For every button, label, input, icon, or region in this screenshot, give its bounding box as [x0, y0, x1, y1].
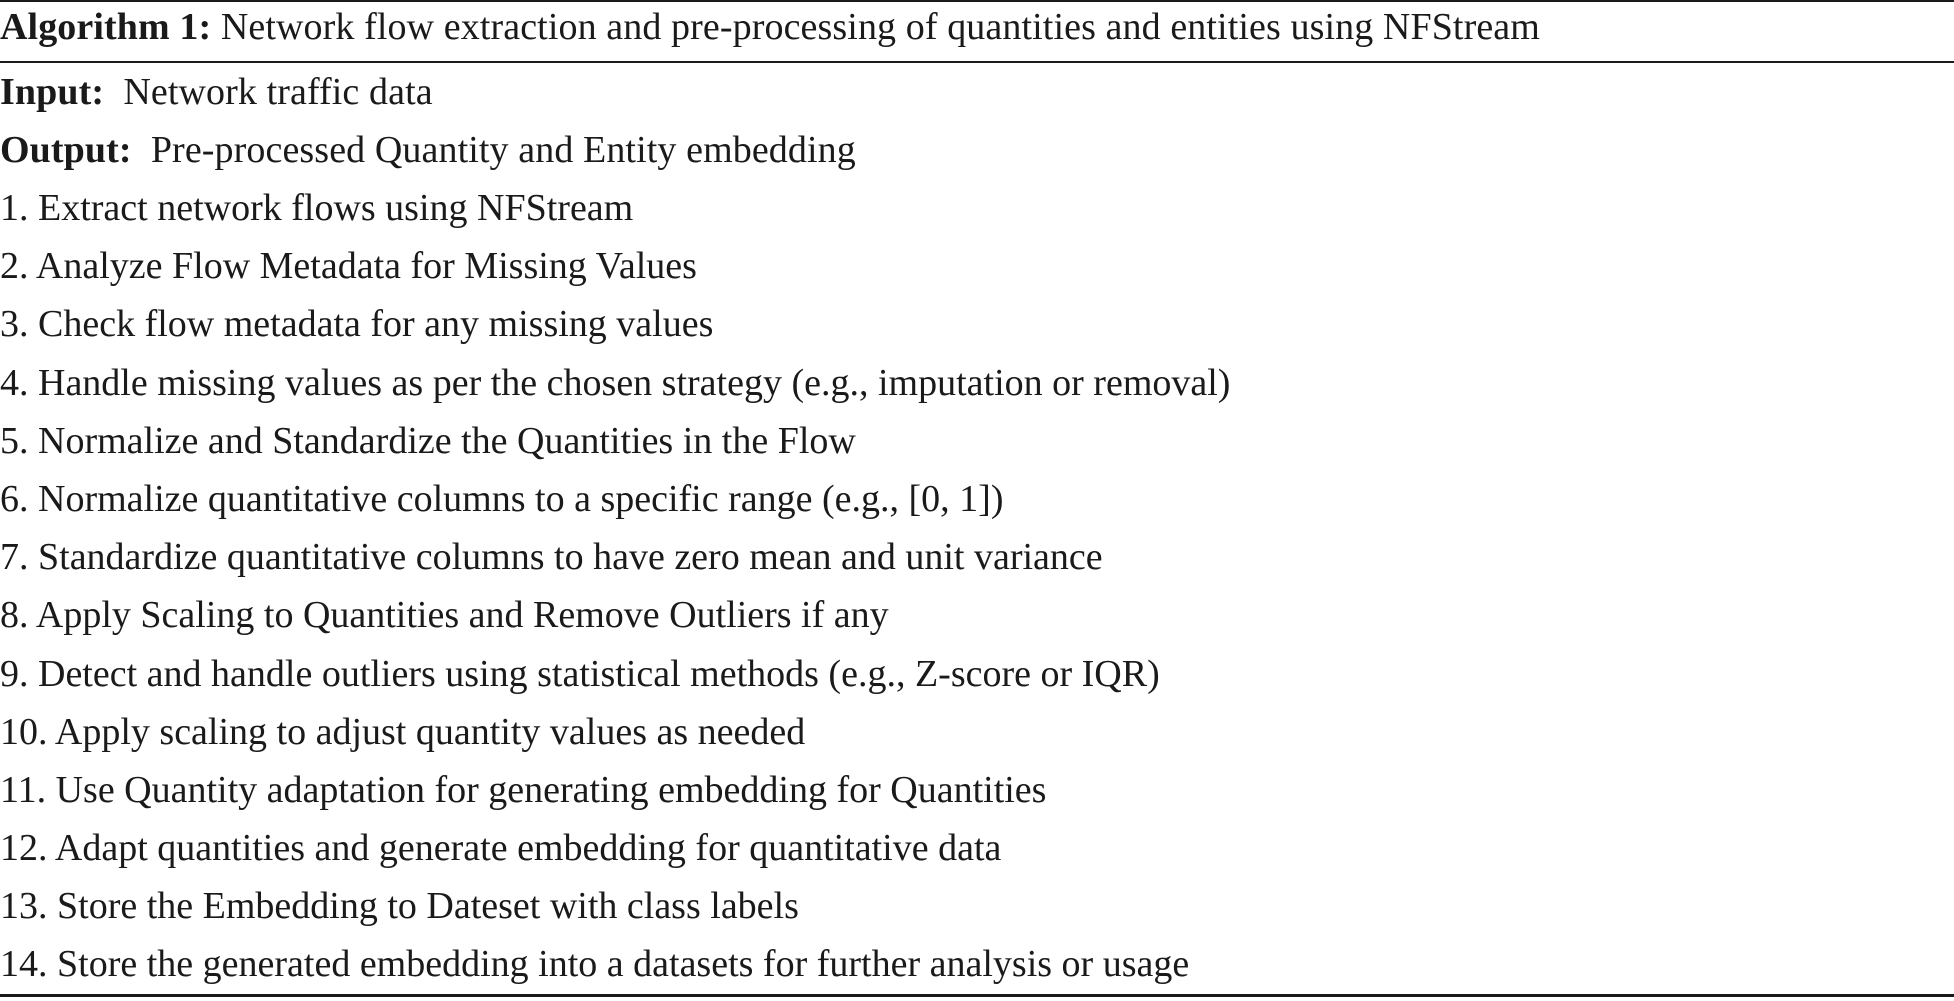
output-value: Pre-processed Quantity and Entity embedding [150, 129, 856, 171]
step-item: 9. Detect and handle outliers using statistical methods (e.g., Z-score or IQR) [0, 652, 1160, 695]
input-label: Input: [0, 71, 105, 113]
algorithm-label: Algorithm 1: [0, 6, 212, 48]
step-list [0, 186, 1230, 1001]
step-item: 13. Store the Embedding to Dateset with class labels [0, 885, 799, 928]
algorithm-title-line [0, 5, 1540, 49]
bottom-rule [0, 994, 1954, 997]
step-item: 8. Apply Scaling to Quantities and Remove Outliers if any [0, 594, 889, 637]
output-label: Output: [0, 129, 132, 171]
output-line [0, 128, 856, 172]
header-rule [0, 61, 1954, 63]
step-item: 5. Normalize and Standardize the Quantities in the Flow [0, 419, 856, 462]
input-value: Network traffic data [123, 71, 433, 113]
algorithm-title: Network flow extraction and pre-processing of quantities and entities using NFStream [220, 6, 1540, 48]
step-item: 3. Check flow metadata for any missing values [0, 303, 714, 346]
step-item: 12. Adapt quantities and generate embedding for quantitative data [0, 827, 1002, 870]
step-item: 2. Analyze Flow Metadata for Missing Values [0, 245, 697, 288]
step-item: 1. Extract network flows using NFStream [0, 187, 634, 229]
step-item: 10. Apply scaling to adjust quantity values as needed [0, 710, 806, 753]
step-item: 4. Handle missing values as per the chosen strategy (e.g., imputation or removal) [0, 361, 1231, 404]
step-item: 14. Store the generated embedding into a datasets for further analysis or usage [0, 943, 1190, 986]
step-item: 6. Normalize quantitative columns to a specific range (e.g., [0, 1]) [0, 477, 1004, 520]
step-item: 7. Standardize quantitative columns to have zero mean and unit variance [0, 536, 1103, 579]
step-item: 11. Use Quantity adaptation for generating embedding for Quantities [0, 768, 1047, 811]
top-rule [0, 0, 1954, 2]
input-line [0, 70, 433, 114]
